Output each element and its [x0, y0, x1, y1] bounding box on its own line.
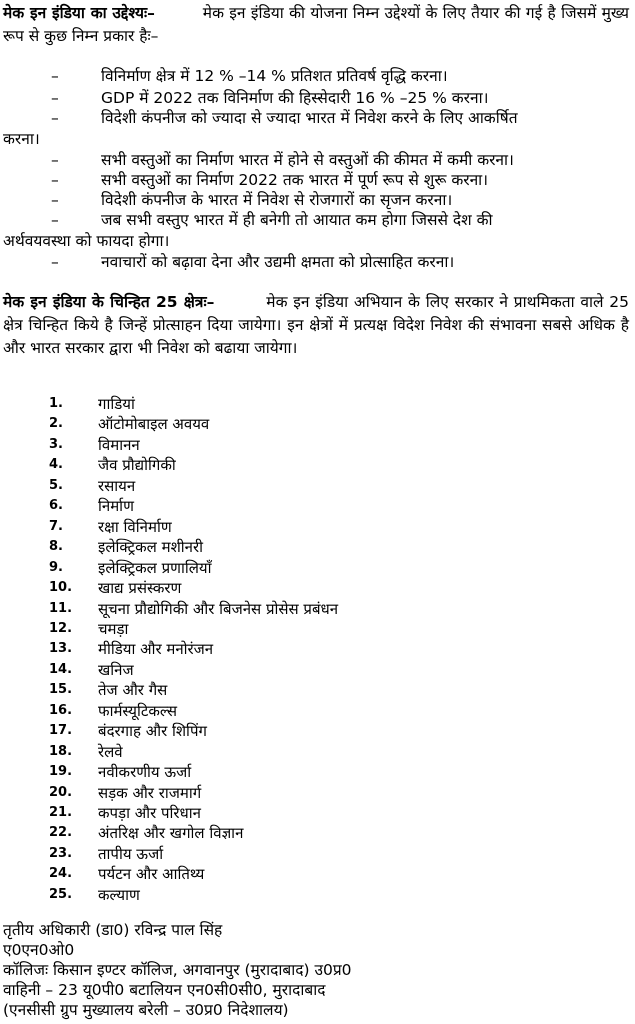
sector-item: [0, 885, 635, 905]
sector-name: कल्याण: [98, 885, 140, 904]
sectors-intro: मेक इन इंडिया अभियान के लिए सरकार ने प्राथमिकता वाले 25 क्षेत्र चिन्हित किये है जिन्हें प्रोत्साहन दिया जायेगा। इन क्षेत्रों में प्रत्यक्ष विदेश निवेश की संभावना सबसे अधिक है और भारत सरकार द्वारा भी निवेश को बढाया जायेगा।: [3, 293, 629, 357]
sector-item: [0, 537, 635, 557]
sector-item: [0, 558, 635, 578]
sector-item: [0, 517, 635, 537]
author-line-1: तृतीय अधिकारी (डा0) रविन्द्र पाल सिंह: [3, 921, 223, 939]
sector-name: सड़क और राजमार्ग: [98, 783, 202, 802]
sector-name: रेलवे: [98, 742, 123, 761]
sector-name: इलेक्ट्रिकल मशीनरी: [98, 538, 204, 557]
sector-number: 23.: [49, 845, 73, 861]
sector-item: [0, 680, 635, 700]
sectors-heading: मेक इन इंडिया के चिन्हित 25 क्षेत्रः–: [3, 293, 215, 311]
sector-item: [0, 619, 635, 639]
objectives-heading: मेक इन इंडिया का उद्देश्यः–: [3, 4, 155, 22]
sector-number: 25.: [49, 886, 73, 902]
sector-number: 21.: [49, 805, 73, 820]
sector-name: तेज और गैस: [98, 681, 168, 700]
dash-marker: –: [51, 67, 59, 85]
sector-name: खनिज: [98, 660, 134, 679]
sector-number: 17.: [49, 723, 73, 739]
author-line-3: कॉलिजः किसान इण्टर कॉलिज, अगवानपुर (मुरादाबाद) उ0प्र0: [3, 961, 352, 979]
sector-name: रक्षा विनिर्माण: [98, 517, 172, 536]
sector-item: [0, 394, 635, 414]
author-line-5: (एनसीसी ग्रुप मुख्यालय बरेली – उ0प्र0 निदेशालय): [3, 1001, 289, 1019]
objective-text: विनिर्माण क्षेत्र में 12 % –14 % प्रतिशत प्रतिवर्ष वृद्धि करना।: [101, 67, 448, 85]
sector-number: 11.: [49, 600, 73, 616]
sector-name: तापीय ऊर्जा: [98, 844, 164, 863]
sector-number: 14.: [49, 661, 73, 677]
sector-item: [0, 414, 635, 434]
dash-marker: –: [51, 171, 59, 189]
sector-number: 16.: [49, 702, 73, 718]
sector-number: 9.: [49, 559, 63, 575]
author-line-4: वाहिनी – 23 यू0पी0 बटालियन एन0सी0सी0, मुरादाबाद: [3, 981, 326, 999]
dash-marker: –: [51, 211, 59, 229]
objective-text: सभी वस्तुओं का निर्माण 2022 तक भारत में पूर्ण रूप से शुरू करना।: [101, 171, 489, 189]
sector-number: 15.: [49, 682, 73, 698]
sector-number: 24.: [49, 866, 73, 882]
sector-number: 22.: [49, 825, 73, 841]
sector-name: नवीकरणीय ऊर्जा: [98, 763, 192, 782]
objective-text-continued: अर्थवयवस्था को फायदा होगा।: [3, 232, 170, 250]
sector-item: [0, 823, 635, 843]
sector-item: [0, 639, 635, 659]
objectives-intro: मेक इन इंडिया की योजना निम्न उद्देश्यों के लिए तैयार की गई है जिसमें मुख्य रूप से कुछ निम्न प्रकार हैः–: [3, 4, 629, 45]
objective-text: GDP में 2022 तक विनिर्माण की हिस्सेदारी 16 % –25 % करना।: [101, 89, 489, 107]
objective-text: नवाचारों को बढ़ावा देना और उद्यमी क्षमता को प्रोत्साहित करना।: [101, 253, 455, 271]
sector-item: [0, 578, 635, 598]
sector-number: 20.: [49, 784, 73, 800]
sector-name: मीडिया और मनोरंजन: [98, 640, 214, 659]
sector-name: फार्मस्यूटिकल्स: [98, 701, 178, 720]
sector-number: 1.: [49, 396, 63, 411]
sector-item: [0, 742, 635, 762]
sector-name: चमड़ा: [98, 619, 129, 638]
sector-item: [0, 455, 635, 475]
sector-name: बंदरगाह और शिपिंग: [98, 722, 207, 741]
sector-item: [0, 599, 635, 619]
sector-name: इलेक्ट्रिकल प्रणालियाँ: [98, 558, 212, 577]
sector-number: 18.: [49, 743, 73, 759]
sector-name: अंतरिक्ष और खगोल विज्ञान: [98, 824, 244, 843]
sector-name: सूचना प्रौद्योगिकी और बिजनेस प्रोसेस प्रबंधन: [98, 599, 339, 618]
sector-number: 6.: [49, 498, 63, 514]
author-line-2: ए0एन0ओ0: [3, 941, 75, 959]
dash-marker: –: [51, 191, 59, 209]
dash-marker: –: [51, 253, 59, 271]
sector-item: [0, 783, 635, 803]
sector-name: रसायन: [98, 476, 136, 495]
objective-text: सभी वस्तुओं का निर्माण भारत में होने से वस्तुओं की कीमत में कमी करना।: [101, 151, 514, 169]
sector-number: 7.: [49, 518, 63, 534]
sector-number: 19.: [49, 764, 73, 780]
sector-name: ऑटोमोबाइल अवयव: [98, 415, 210, 434]
objective-text: विदेशी कंपनीज के भारत में निवेश से रोजगारों का सृजन करना।: [101, 191, 453, 209]
objectives-paragraph: [3, 2, 629, 48]
sector-number: 4.: [49, 457, 63, 473]
sector-number: 2.: [49, 416, 63, 432]
sector-name: कपड़ा और परिधान: [98, 804, 201, 822]
sector-number: 5.: [49, 477, 63, 493]
objective-text: जब सभी वस्तुए भारत में ही बनेगी तो आयात कम होगा जिससे देश की: [101, 211, 493, 229]
sector-item: [0, 762, 635, 782]
sector-item: [0, 435, 635, 455]
sector-item: [0, 864, 635, 884]
sector-name: विमानन: [98, 435, 140, 454]
dash-marker: –: [51, 151, 59, 169]
sector-number: 3.: [49, 436, 63, 452]
sector-item: [0, 701, 635, 721]
sector-name: पर्यटन और आतिथ्य: [98, 865, 205, 884]
sector-item: [0, 660, 635, 680]
sector-item: [0, 476, 635, 496]
dash-marker: –: [51, 89, 59, 107]
sector-name: गाडियां: [98, 395, 135, 413]
sector-item: [0, 496, 635, 516]
sector-number: 10.: [49, 580, 73, 596]
sector-name: खाद्य प्रसंस्करण: [98, 579, 182, 598]
sector-number: 13.: [49, 641, 73, 657]
sector-number: 12.: [49, 620, 73, 636]
objective-text: विदेशी कंपनीज को ज्यादा से ज्यादा भारत में निवेश करने के लिए आकर्षित: [101, 109, 518, 127]
sector-number: 8.: [49, 539, 63, 555]
sector-item: [0, 803, 635, 823]
sector-item: [0, 844, 635, 864]
objective-text-continued: करना।: [3, 130, 40, 148]
sectors-paragraph: [3, 291, 629, 360]
sector-item: [0, 721, 635, 741]
dash-marker: –: [51, 109, 59, 127]
sector-name: निर्माण: [98, 497, 134, 516]
sector-name: जैव प्रौद्योगिकी: [98, 456, 176, 475]
